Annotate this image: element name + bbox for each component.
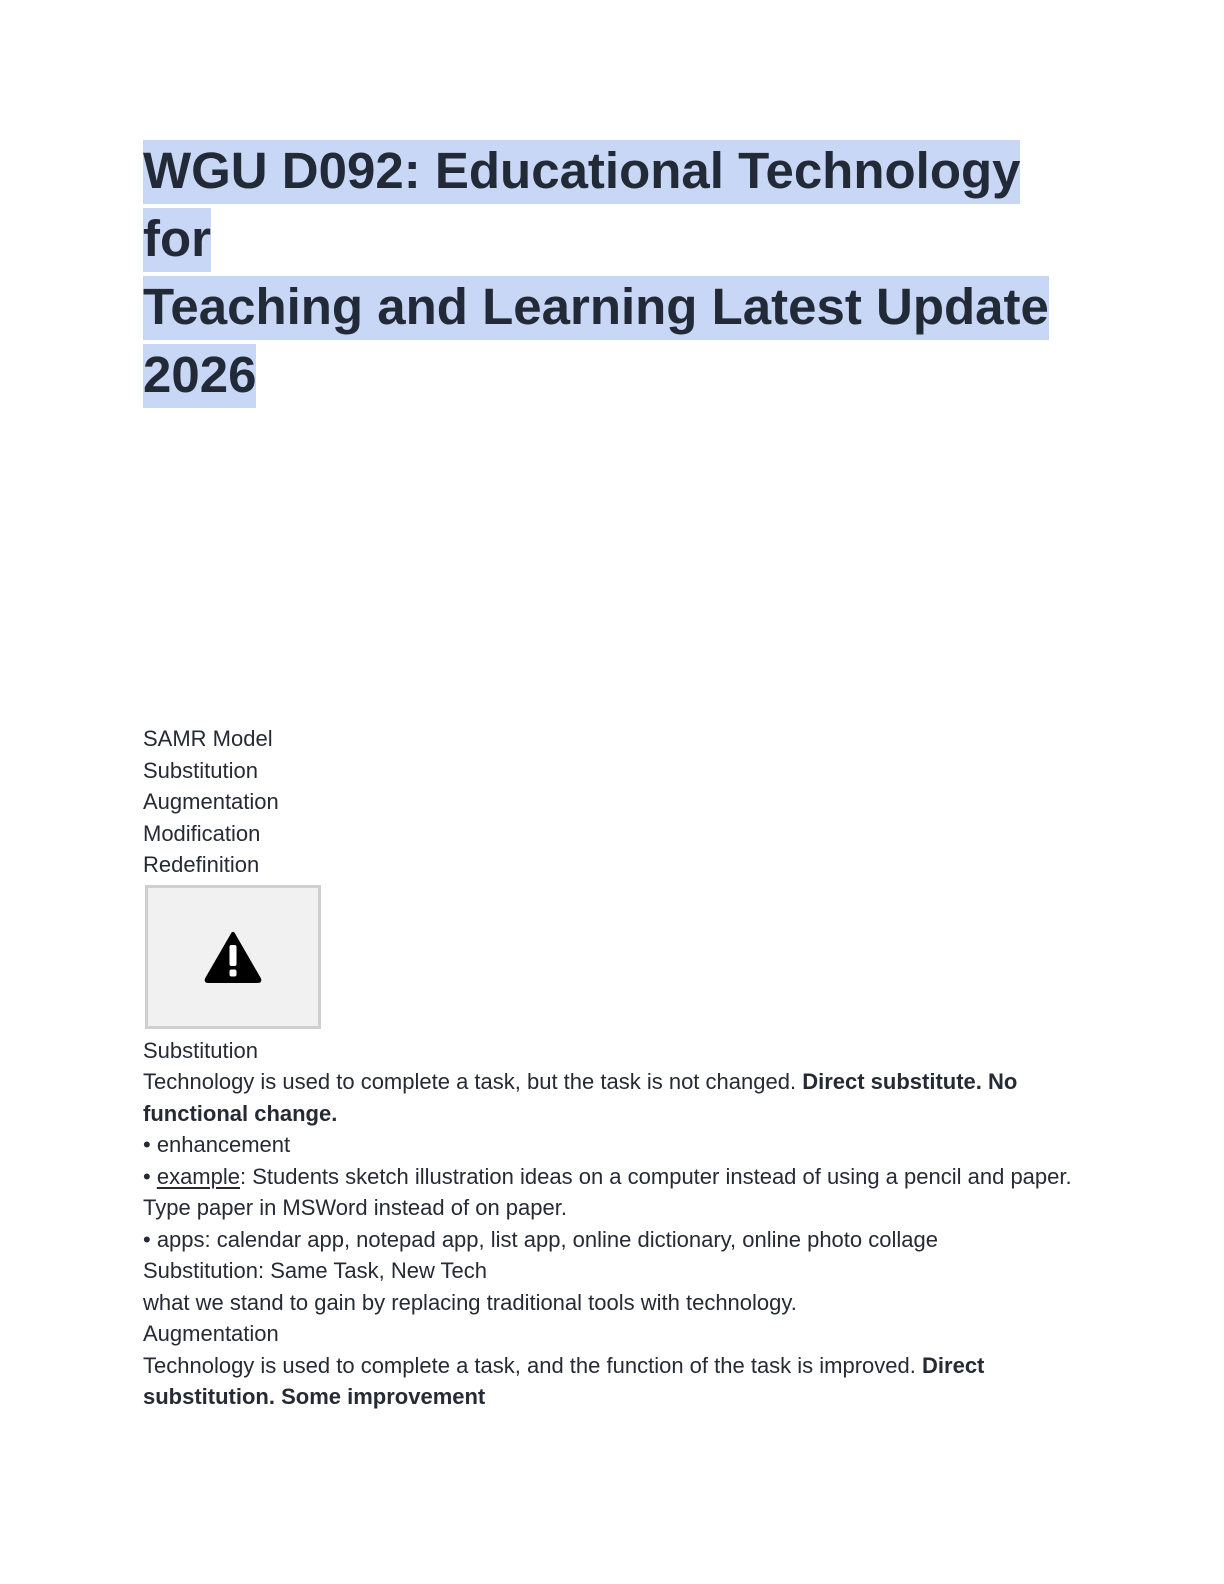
title-line-2: Teaching and Learning Latest Update xyxy=(143,276,1049,340)
substitution-heading: Substitution xyxy=(143,1037,258,1063)
document-body xyxy=(143,723,1073,1413)
broken-image-placeholder xyxy=(145,885,321,1029)
substitution-gain: what we stand to gain by replacing traditional tools with technology. xyxy=(143,1289,797,1315)
document-title xyxy=(143,137,1073,409)
substitution-description: Technology is used to complete a task, but the task is not changed. Direct substitute. No functional change. xyxy=(143,1069,1018,1126)
samr-item-redefinition: Redefinition xyxy=(143,852,260,877)
title-line-3: 2026 xyxy=(143,344,256,408)
augmentation-description: Technology is used to complete a task, and the function of the task is improved. Direct substitution. Some improvement xyxy=(143,1352,985,1409)
example-link[interactable]: example xyxy=(156,1163,240,1189)
augmentation-heading: Augmentation xyxy=(143,1321,279,1346)
samr-item-modification: Modification xyxy=(143,820,261,846)
substitution-description-bold: Direct substitute. No functional change. xyxy=(143,1069,1018,1126)
title-line-1: WGU D092: Educational Technology for xyxy=(143,140,1020,272)
samr-item-augmentation: Augmentation xyxy=(143,789,279,814)
warning-icon xyxy=(204,931,262,983)
substitution-bullet-enhancement: • enhancement xyxy=(143,1132,291,1157)
substitution-bullet-example: • example: Students sketch illustration ideas on a computer instead of using a pencil and paper. Type paper in MSWord instead of on paper. xyxy=(143,1163,1072,1220)
samr-item-substitution: Substitution xyxy=(143,757,258,783)
substitution-subheading: Substitution: Same Task, New Tech xyxy=(143,1258,488,1283)
augmentation-description-bold: Direct substitution. Some improvement xyxy=(143,1352,985,1409)
substitution-bullet-apps: • apps: calendar app, notepad app, list app, online dictionary, online photo collage xyxy=(143,1226,938,1252)
samr-heading: SAMR Model xyxy=(143,726,273,751)
